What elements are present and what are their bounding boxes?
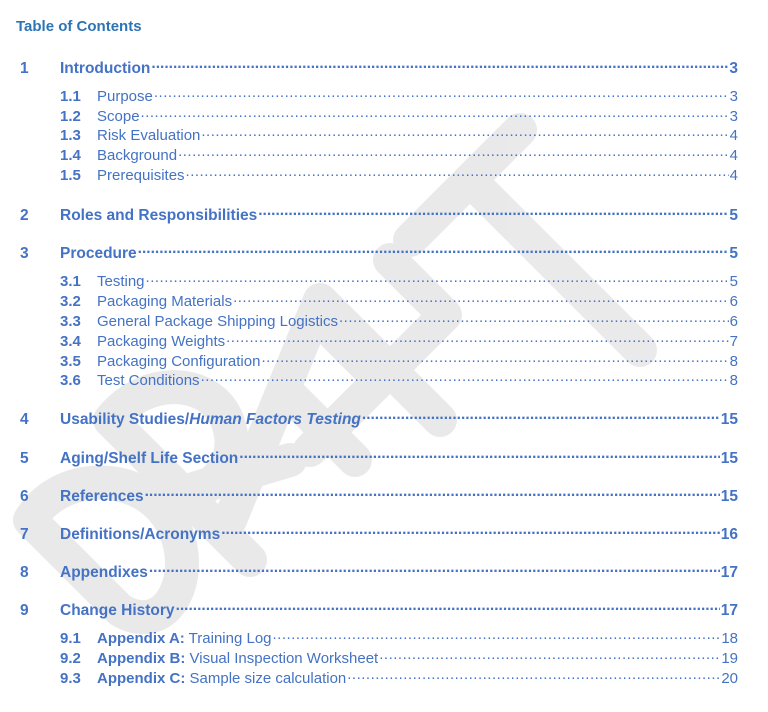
toc-entry-number: 3.3	[60, 313, 81, 330]
dot-leader	[151, 57, 728, 73]
toc-entry-background[interactable]	[60, 145, 738, 164]
toc-title: Table of Contents	[16, 18, 142, 35]
toc-entry-page: 6	[729, 313, 738, 330]
toc-entry-label-prefix: Appendix A:	[97, 630, 185, 647]
toc-entry-label	[60, 411, 361, 429]
toc-entry-label: Scope	[97, 108, 140, 125]
toc-entry-page: 7	[729, 333, 738, 350]
toc-entry-page: 5	[729, 244, 738, 262]
toc-entry-page: 3	[729, 88, 738, 105]
dot-leader	[176, 599, 720, 615]
toc-entry-number: 1.2	[60, 108, 81, 125]
dot-leader	[138, 242, 729, 258]
toc-entry-page: 3	[729, 59, 738, 77]
toc-entry-label-main: Usability Studies/	[60, 410, 190, 428]
toc-entry-label: Packaging Weights	[97, 333, 226, 350]
toc-entry-number: 1.5	[60, 167, 81, 184]
toc-entry-procedure[interactable]	[20, 242, 738, 263]
dot-leader	[258, 204, 728, 220]
toc-entry-label: Appendixes	[60, 563, 148, 581]
dot-leader	[149, 561, 720, 577]
toc-entry-number: 3.1	[60, 273, 81, 290]
toc-entry-page: 17	[720, 563, 738, 581]
dot-leader	[339, 311, 729, 326]
toc-entry-test-conditions[interactable]	[60, 370, 738, 389]
toc-entry-page: 16	[720, 525, 738, 543]
toc-entry-page: 8	[729, 353, 738, 370]
toc-entry-purpose[interactable]	[60, 86, 738, 105]
toc-entry-label-prefix: Appendix B:	[97, 650, 186, 667]
dot-leader	[362, 408, 720, 424]
toc-entry-packaging-materials[interactable]	[60, 291, 738, 310]
toc-entry-number: 1.1	[60, 88, 81, 105]
toc-entry-references[interactable]	[20, 485, 738, 506]
dot-leader	[226, 331, 729, 346]
toc-entry-label: Packaging Materials	[97, 293, 233, 310]
dot-leader	[186, 165, 729, 180]
toc-entry-label-text: Sample size calculation	[185, 670, 347, 687]
toc-entry-packaging-configuration[interactable]	[60, 351, 738, 370]
dot-leader	[261, 351, 728, 366]
toc-entry-testing[interactable]	[60, 271, 738, 290]
toc-entry-label	[97, 670, 346, 687]
toc-entry-packaging-weights[interactable]	[60, 331, 738, 350]
toc-entry-appendix-a[interactable]	[60, 628, 738, 647]
toc-entry-number: 9.1	[60, 630, 81, 647]
dot-leader	[239, 447, 719, 463]
toc-entry-label: Background	[97, 147, 178, 164]
toc-entry-label: Risk Evaluation	[97, 127, 201, 144]
toc-entry-number: 3.5	[60, 353, 81, 370]
toc-entry-page: 4	[729, 167, 738, 184]
toc-entry-number: 3.2	[60, 293, 81, 310]
toc-entry-label: Definitions/Acronyms	[60, 525, 221, 543]
toc-entry-page: 20	[721, 670, 738, 687]
toc-entry-number: 3.6	[60, 372, 81, 389]
toc-entry-page: 17	[720, 601, 738, 619]
toc-entry-number: 4	[20, 410, 29, 428]
toc-entry-label: Aging/Shelf Life Section	[60, 449, 239, 467]
toc-entry-page: 5	[729, 273, 738, 290]
toc-entry-introduction[interactable]	[20, 57, 738, 78]
toc-entry-shipping-logistics[interactable]	[60, 311, 738, 330]
toc-entry-definitions-acronyms[interactable]	[20, 523, 738, 544]
dot-leader	[141, 106, 729, 121]
toc-entry-label	[97, 650, 378, 667]
toc-entry-label-text: Visual Inspection Worksheet	[185, 650, 379, 667]
toc-entry-page: 18	[721, 630, 738, 647]
toc-entry-label: Change History	[60, 601, 175, 619]
toc-entry-aging-shelf-life[interactable]	[20, 447, 738, 468]
toc-entry-page: 3	[729, 108, 738, 125]
toc-entry-page: 5	[729, 206, 738, 224]
toc-entry-page: 15	[720, 449, 738, 467]
toc-entry-page: 8	[729, 372, 738, 389]
toc-entry-number: 1.3	[60, 127, 81, 144]
toc-entry-number: 7	[20, 525, 29, 543]
toc-entry-label: Purpose	[97, 88, 153, 105]
toc-entry-label: Packaging Configuration	[97, 353, 261, 370]
toc-entry-number: 9.3	[60, 670, 81, 687]
toc-entry-number: 2	[20, 206, 29, 224]
toc-entry-number: 6	[20, 487, 29, 505]
toc-entry-page: 6	[729, 293, 738, 310]
dot-leader	[178, 145, 729, 160]
toc-entry-label: Testing	[97, 273, 145, 290]
toc-entry-label: Prerequisites	[97, 167, 185, 184]
toc-entry-label: Test Conditions	[97, 372, 200, 389]
toc-entry-label-italic: Human Factors Testing	[189, 410, 361, 428]
toc-entry-change-history[interactable]	[20, 599, 738, 620]
toc-entry-number: 3.4	[60, 333, 81, 350]
toc-entry-label: References	[60, 487, 144, 505]
dot-leader	[273, 628, 721, 643]
toc-entry-number: 9.2	[60, 650, 81, 667]
toc-entry-label: Roles and Responsibilities	[60, 206, 258, 224]
toc-entry-appendixes[interactable]	[20, 561, 738, 582]
toc-entry-number: 5	[20, 449, 29, 467]
dot-leader	[145, 485, 720, 501]
dot-leader	[379, 648, 720, 663]
toc-entry-label-prefix: Appendix C:	[97, 670, 186, 687]
toc-entry-risk-evaluation[interactable]	[60, 125, 738, 144]
toc-entry-label	[97, 630, 272, 647]
toc-entry-roles-and-responsibilities[interactable]	[20, 204, 738, 225]
dot-leader	[201, 370, 729, 385]
toc-entry-page: 15	[720, 487, 738, 505]
toc-entry-page: 4	[729, 147, 738, 164]
toc-entry-label: Introduction	[60, 59, 151, 77]
dot-leader	[146, 271, 729, 286]
toc-entry-label-text: Training Log	[184, 630, 272, 647]
toc-entry-number: 8	[20, 563, 29, 581]
toc-entry-appendix-b[interactable]	[60, 648, 738, 667]
toc-entry-page: 4	[729, 127, 738, 144]
dot-leader	[233, 291, 729, 306]
toc-entry-label: General Package Shipping Logistics	[97, 313, 338, 330]
toc-entry-appendix-c[interactable]	[60, 668, 738, 687]
dot-leader	[221, 523, 720, 539]
toc-entry-label: Procedure	[60, 244, 137, 262]
dot-leader	[347, 668, 720, 683]
dot-leader	[201, 125, 728, 140]
toc-entry-page: 19	[721, 650, 738, 667]
toc-entry-scope[interactable]	[60, 106, 738, 125]
toc-entry-number: 1	[20, 59, 29, 77]
toc-entry-page: 15	[720, 410, 738, 428]
dot-leader	[154, 86, 729, 101]
toc-entry-number: 1.4	[60, 147, 81, 164]
toc-entry-prerequisites[interactable]	[60, 165, 738, 184]
toc-entry-usability-studies[interactable]	[20, 408, 738, 429]
toc-entry-number: 3	[20, 244, 29, 262]
toc-entry-number: 9	[20, 601, 29, 619]
